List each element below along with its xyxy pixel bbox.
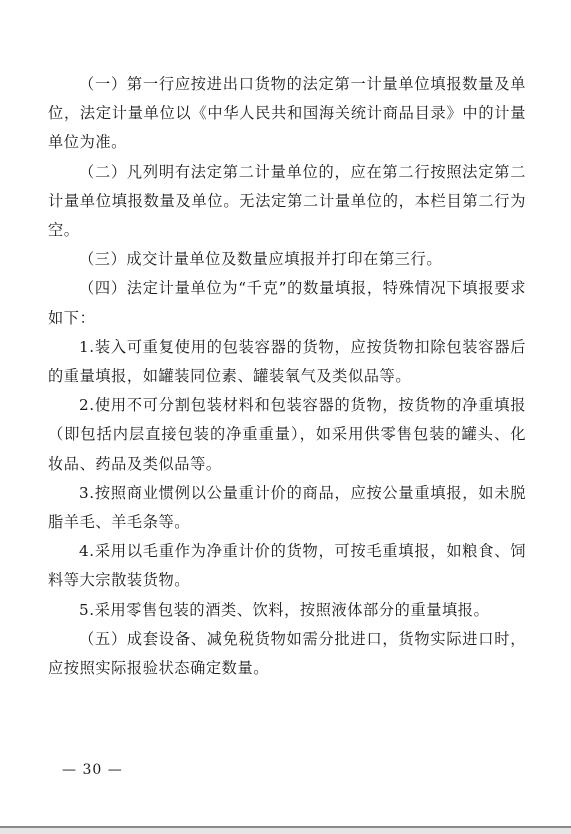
list-item-4: 4.采用以毛重作为净重计价的货物，可按毛重填报，如粮食、饲料等大宗散装货物。 xyxy=(48,542,526,590)
list-item-3: 3.按照商业惯例以公量重计价的商品，应按公量重填报，如未脱脂羊毛、羊毛条等。 xyxy=(48,483,526,532)
page-bottom-shadow xyxy=(0,828,571,834)
paragraph-3: （三）成交计量单位及数量应填报并打印在第三行。 xyxy=(79,250,443,269)
list-item-2: 2.使用不可分割包装材料和包装容器的货物，按货物的净重填报（即包括内层直接包装的净重重量），如采用供零售包装的罐头、化妆品、药品及类似品等。 xyxy=(48,396,526,473)
list-item-1: 1.装入可重复使用的包装容器的货物，应按货物扣除包装容器后的重量填报，如罐装同位素、罐装氧气及类似品等。 xyxy=(48,337,526,386)
page-number: — 30 — xyxy=(62,762,123,778)
document-body xyxy=(48,70,526,683)
paragraph-5: （五）成套设备、减免税货物如需分批进口，货物实际进口时，应按照实际报验状态确定数量。 xyxy=(48,629,526,678)
list-item-5: 5.采用零售包装的酒类、饮料，按照液体部分的重量填报。 xyxy=(79,600,490,619)
paragraph-4: （四）法定计量单位为“千克”的数量填报，特殊情况下填报要求如下： xyxy=(48,279,526,327)
paragraph-1: （一）第一行应按进出口货物的法定第一计量单位填报数量及单位，法定计量单位以《中华人民共和国海关统计商品目录》中的计量单位为准。 xyxy=(48,75,526,152)
paragraph-2: （二）凡列明有法定第二计量单位的，应在第二行按照法定第二计量单位填报数量及单位。无法定第二计量单位的，本栏目第二行为空。 xyxy=(48,162,526,240)
